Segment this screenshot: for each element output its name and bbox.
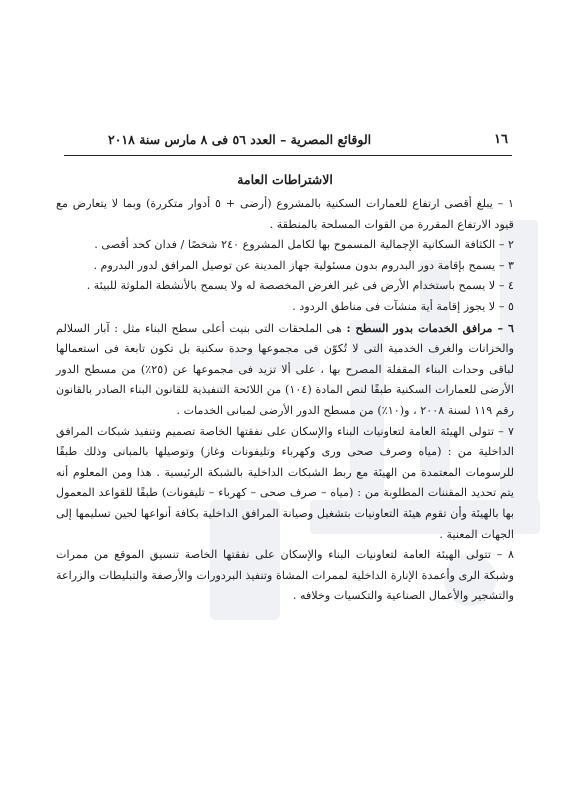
clause-2 <box>56 235 514 256</box>
clause-text: ٤ – لا يسمح باستخدام الأرض فى غير الغرض المخصصة له ولا يسمح بالأنشطة الملوثة للبيئة . <box>86 279 514 293</box>
section-title: الاشتراطات العامة <box>237 172 333 187</box>
page-header <box>68 132 508 154</box>
clause-heading: ٦ – مرافق الخدمات بدور السطح : <box>346 320 514 335</box>
clause-7 <box>56 422 514 546</box>
clause-8 <box>56 545 514 607</box>
clause-4 <box>56 276 514 297</box>
clause-5 <box>56 297 514 318</box>
clause-text: ٢ – الكثافة السكانية الإجمالية المسموح بها لكامل المشروع ٢٤٠ شخصًا / فدان كحد أقصى . <box>94 238 514 252</box>
journal-issue-line: الوقائع المصرية – العدد ٥٦ فى ٨ مارس سنة ٢٠١٨ <box>108 132 372 147</box>
clause-text: ١ – يبلغ أقصى ارتفاع للعمارات السكنية بالمشروع (أرضى + ٥ أدوار متكررة) وبما لا يتعارض مع قيود الارتفاع المقررة من القوات المسلحة بالمنطقة . <box>56 197 514 231</box>
clause-3 <box>56 256 514 277</box>
page-number: ١٦ <box>494 132 508 147</box>
clause-text: ٣ – يسمح بإقامة دور البدروم بدون مسئولية جهاز المدينة عن توصيل المرافق لدور البدروم . <box>93 258 514 272</box>
clause-1 <box>56 194 514 235</box>
clause-text: هى الملحقات التى بنيت أعلى سطح البناء مثل : آبار السلالم والخزانات والغرف الخدمية التى لا تُكوّن فى مجموعها وحدة سكنية بل تكون تابعة فى استعمالها لباقى وحدات البناء المقفلة المصرح بها ، على ألا تزيد فى مجموعها عن (٢٥٪) من مسطح الدور الأرضى للعمارات السكنية طبقًا لنص المادة (١٠٤) من اللائحة التنفيذية للقانون البناء الصادر بالقانون رقم ١١٩ لسنة ٢٠٠٨ ، و(١٠٪) من مسطح الدور الأرضى لمبانى الخدمات . <box>56 321 514 417</box>
clause-text: ٨ – تتولى الهيئة العامة لتعاونيات البناء والإسكان على نفقتها الخاصة تنسيق الموقع من ممرات وشبكة الرى وأعمدة الإنارة الداخلية لممرات المشاة وتنفيذ البردورات والأرصفة والتبليطات والزراعة والتشجير والأعمال الصناعية والتكسيات وخلافه . <box>56 548 514 603</box>
header-rule <box>64 155 512 156</box>
clause-text: ٧ – تتولى الهيئة العامة لتعاونيات البناء والإسكان على نفقتها الخاصة تصميم وتنفيذ شبكات المرافق الداخلية من : (مياه وصرف صحى ورى وكهرباء وتليفونات وغاز) وتوصيلها بالمبانى وذلك طبقًا للرسومات المعتمدة من الهيئة مع ربط الشبكات الداخلية بالشبكة الرئيسية . هذا ومن المعلوم أنه يتم تحديد المقننات المطلوبة من : (مياه – صرف صحى – كهرباء – تليفونات) طبقًا للقواعد المعمول بها بالهيئة وأن تقوم هيئة التعاونيات بتشغيل وصيانة المرافق الداخلية بكافة أنواعها لحين تسليمها إلى الجهات المعنية . <box>56 424 514 541</box>
clause-6 <box>56 318 514 422</box>
clause-text: ٥ – لا يجوز إقامة أية منشآت فى مناطق الردود . <box>292 299 514 313</box>
document-body <box>56 171 514 607</box>
